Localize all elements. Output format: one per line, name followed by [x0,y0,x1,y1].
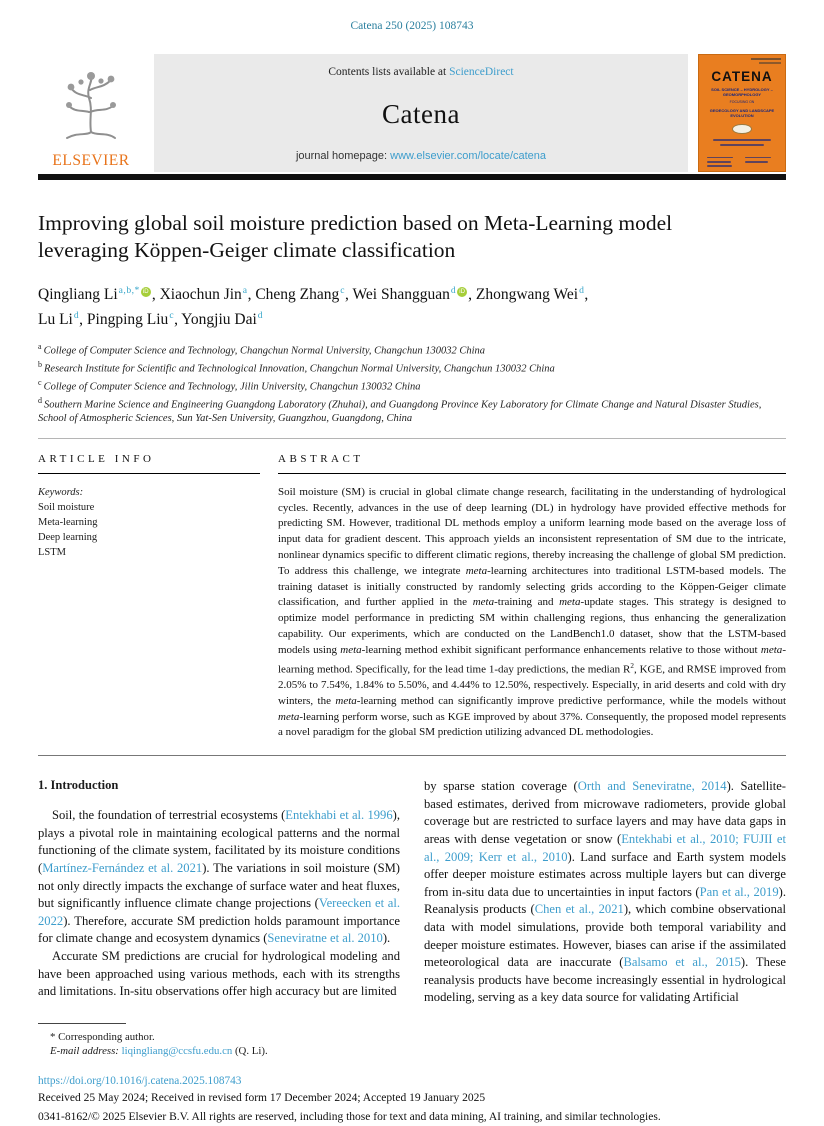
right-column [424,778,786,1007]
sciencedirect-link[interactable]: ScienceDirect [449,66,514,78]
journal-ref: Catena 250 (2025) 108743 [350,20,474,32]
article-title: Improving global soil moisture prediction based on Meta-Learning model leveraging Köppen-Geiger climate classification [38,211,673,262]
citation-link[interactable]: Vereecken et al. 2022 [38,896,400,928]
elsevier-tree-icon [59,68,123,150]
copyright-line: 0341-8162/© 2025 Elsevier B.V. All rights are reserved, including those for text and data mining, AI training, and similar technologies. [38,1111,661,1124]
citation-link[interactable]: Pan et al., 2019 [699,884,779,899]
info-abstract-section [38,439,786,755]
journal-cover-thumbnail [698,54,786,172]
keywords-label: Keywords: [38,486,84,498]
article-info-column [38,453,260,741]
received-dates: Received 25 May 2024; Received in revised form 17 December 2024; Accepted 19 January 2025 [38,1091,486,1104]
cover-subtitle-1: SOIL SCIENCE – HYDROLOGY – GEOMORPHOLOGY [711,87,773,97]
affiliation-b: $^b$ Research Institute for Scientific and Technological Innovation, Changchun Normal University, Changchun 130032 China [38,360,555,375]
section-bottom-rule [38,755,786,756]
affiliation-a: $^a$ College of Computer Science and Technology, Changchun Normal University, Changchun 130032 China [38,342,486,357]
journal-title: Catena [382,98,460,129]
keyword-item: Deep learning [38,531,98,543]
cover-editor-names [707,154,777,167]
cover-society-logo [732,124,752,134]
cover-title: CATENA [711,69,773,84]
keyword-item: Meta-learning [38,516,98,528]
citation-link[interactable]: Martínez-Fernández et al. 2021 [42,861,203,875]
author-list: Qingliang $Li^{a,b,*}$ iD , Xiaochun Jin$^a$, Cheng Zhang$^c$, Wei Shangguan$^d$ iD , Zhongwang Wei$^d$, Lu Li$^d$, Pingping Liu$^c$, Yongjiu Dai$^d$ [38,285,589,329]
elsevier-wordmark: ELSEVIER [52,152,130,169]
affiliation-d: $^d$ Southern Marine Science and Engineering Guangdong Laboratory (Zhuhai), and Guangdong Province Key Laboratory for Climate Change and Natural Disaster Studies, School of Atmospheric Sciences, Sun Yat-Sen University, Guangzhou, Guangdong, China [38,396,762,425]
page-header [38,54,786,172]
corresponding-author-line: * Corresponding author. [50,1030,155,1043]
citation-link[interactable]: Entekhabi et al., 2010; FUJII et al., 2009; Kerr et al., 2010 [424,832,787,864]
intro-paragraph-3: by sparse station coverage (Orth and Seneviratne, 2014). Satellite-based estimates, derived from microwave radiometers, provide global coverage but are restricted to surface layers and may have data gaps in areas with dense vegetation or snow (Entekhabi et al., 2010; FUJII et al., 2009; Kerr et al., 2010). Land surface and Earth system models offer deeper moisture estimates across multiple layers but can diverge from in-situ data due to uncertainties in input factors (Pan et al., 2019). Reanalysis products (Chen et al., 2021), which combine observational data with model simulations, provide both temporal variability and deeper moisture estimates. However, biases can arise if the assimilated meteorological data are inaccurate (Balsamo et al., 2015). These reanalysis products have become increasingly essential in hydrological modeling, serving as a key data source for validating Artificial [424,779,787,1005]
cover-issn-text [751,58,781,60]
cover-subtitle-3: GEOECOLOGY AND LANDSCAPE EVOLUTION [709,108,775,118]
orcid-icon: iD [457,287,467,297]
left-column [38,778,400,1007]
cover-text-bar [720,144,764,146]
header-divider-bar [38,174,786,180]
keyword-item: LSTM [38,546,67,558]
contents-line: Contents lists available at ScienceDirect [328,66,514,78]
keyword-item: Soil moisture [38,501,95,513]
email-line: E-mail address: liqingliang@ccsfu.edu.cn (Q. Li). [50,1045,268,1058]
abstract-column [278,453,786,741]
cover-subtitle-2: FOCUSING ON [729,100,755,104]
citation-link[interactable]: Balsamo et al., 2015 [623,955,741,970]
citation-link[interactable]: Chen et al., 2021 [534,902,624,917]
footnote-divider [38,1023,126,1024]
introduction-heading: 1. Introduction [38,778,119,793]
corresponding-author-footnote [38,1023,418,1059]
citation-link[interactable]: Orth and Seneviratne, 2014 [577,779,727,794]
abstract-heading: ABSTRACT [278,453,786,474]
homepage-line: journal homepage: www.elsevier.com/locate/catena [295,150,547,162]
affiliation-c: $^c$ College of Computer Science and Technology, Jilin University, Changchun 130032 China [38,378,421,393]
cover-issn-text2 [759,62,781,64]
orcid-icon: iD [141,287,151,297]
journal-banner [154,54,688,172]
citation-link[interactable]: Entekhabi et al. 1996 [285,808,393,823]
abstract-text: Soil moisture (SM) is crucial in global climate change research, facilitating in the understanding of hydrological cycles. Recently, advances in the use of deep learning (DL) in hydrology have provided effective methods for predicting SM. However, traditional DL methods employ a uniform learning mode based on the average loss of input data for gradient descent. This approach yields an inconsistent representation of SM due to the intricate, nonlinear dynamics specific to different climatic regions, thereby increasing the challenge of global SM prediction. To address this challenge, we integrate meta-learning architectures into traditional LSTM-based models. The training dataset is initially constructed by randomly selecting grids according to the Köppen-Geiger climate classification, and further applied in the meta-training and meta-update stages. This strategy is designed to optimize model performance in predicting SM within challenging regions, thus enhancing the generalization capability. Our experiments, which are conducted on the LandBench1.0 dataset, show that the LSTM-based models using meta-learning method exhibit significant performance enhancements relative to those without meta-learning method. Specifically, for the lead time 1-day predictions, the median $R^2$, KGE, and RMSE improved from 2.05% to 7.54%, 1.84% to 5.50%, and 4.44% to 12.50%, respectively. Especially, in arid deserts and cold with dry winters, the meta-learning method can significantly improve predictive performance, while the models without meta-learning perform worse, such as KGE improved by about 37%. Consequently, the proposed model represents a novel paradigm for the global SM prediction utilizing advanced DL methodologies. [278,485,787,739]
page-footer [38,1075,786,1126]
article-info-heading: ARTICLE INFO [38,453,260,474]
email-link[interactable]: liqingliang@ccsfu.edu.cn [121,1045,233,1058]
affiliations [38,340,786,426]
introduction-section [38,778,786,1007]
cover-text-bar [713,139,771,141]
intro-paragraph-1: Soil, the foundation of terrestrial ecosystems (Entekhabi et al. 1996), plays a pivotal role in maintaining ecological patterns and the normal functioning of the climate system, facilitated by its moisture conditions (Martínez-Fernández et al. 2021). The variations in soil moisture (SM) not only directly impacts the exchange of surface water and heat fluxes, but significantly influence climate change projections (Vereecken et al. 2022). Therefore, accurate SM prediction holds paramount importance for climate change and ecosystem dynamics (Seneviratne et al. 2010). [38,808,400,946]
citation-link[interactable]: Seneviratne et al. 2010 [267,931,383,946]
elsevier-logo [38,54,144,172]
intro-paragraph-2: Accurate SM predictions are crucial for hydrological modeling and have been approached using various methods, each with its strengths and limitations. In-situ observations offer high accuracy but are limited [38,948,400,999]
doi-link[interactable]: https://doi.org/10.1016/j.catena.2025.108743 [38,1074,242,1087]
homepage-link[interactable]: www.elsevier.com/locate/catena [390,150,547,162]
